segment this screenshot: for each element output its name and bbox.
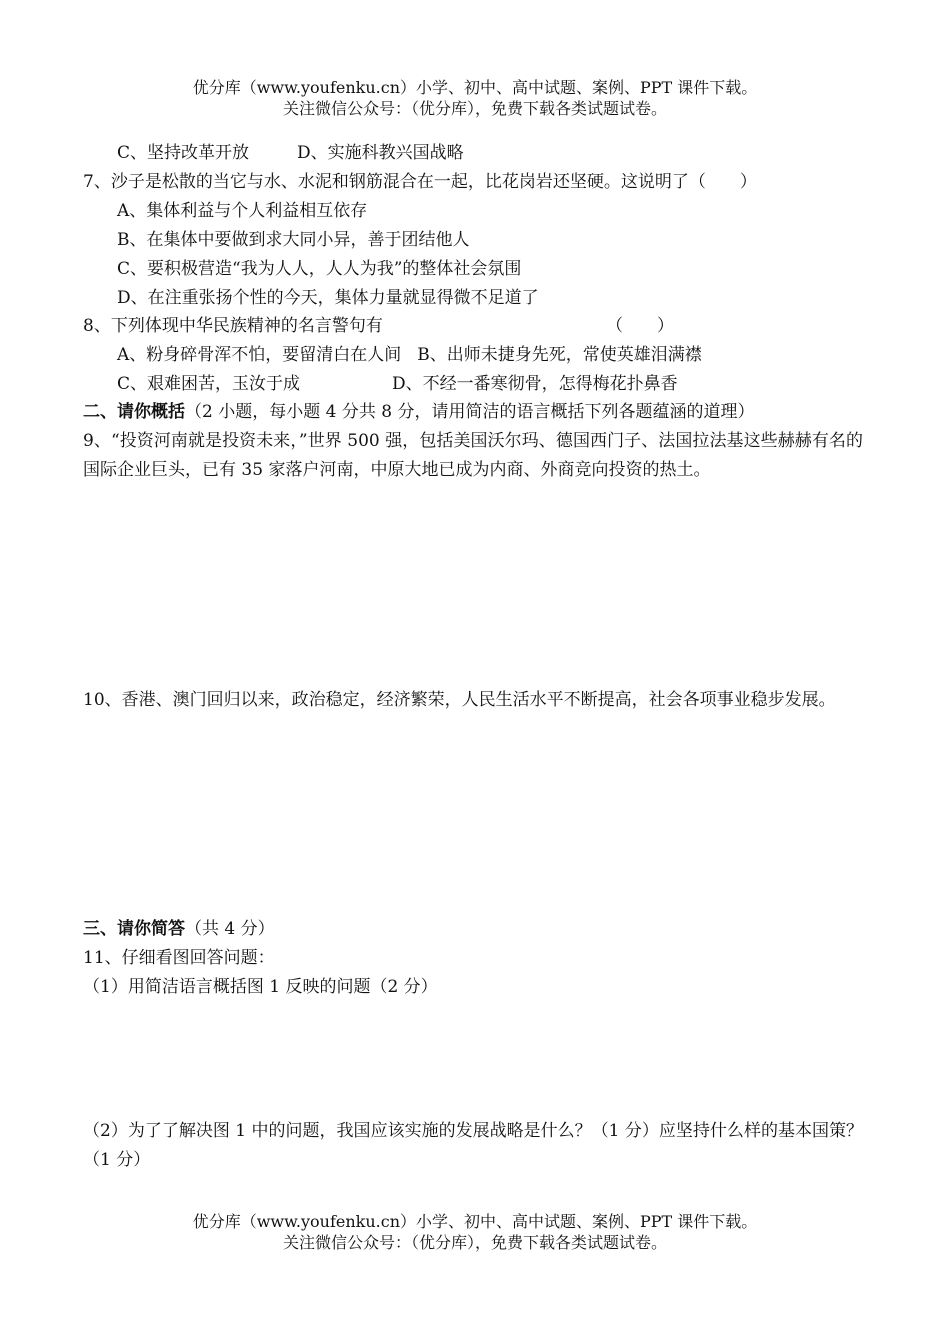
section-2-heading (83, 398, 754, 426)
q9-text: 9、“投资河南就是投资未来，”世界 500 强，包括美国沃尔玛、德国西门子、法国拉法基这些赫赫有名的国际企业巨头，已有 35 家落户河南，中原大地已成为内商、外商竞向投资的热土。 (83, 431, 863, 480)
q8-stem-row (83, 312, 383, 340)
q7-option-a: A、集体利益与个人利益相互依存 (117, 201, 368, 221)
q11-part-1: （1）用简洁语言概括图 1 反映的问题（2 分） (83, 977, 438, 997)
q8-stem: 8、下列体现中华民族精神的名言警句有 (83, 316, 383, 336)
q6-option-c: C、坚持改革开放 (117, 143, 250, 163)
q8-option-c: C、艰难困苦，玉汝于成 (117, 374, 301, 394)
q8-answer-bracket: （ ） (606, 316, 674, 336)
header-line-2: 关注微信公众号：（优分库），免费下载各类试题试卷。 (282, 99, 667, 118)
q7-option-b: B、在集体中要做到求大同小异，善于团结他人 (117, 230, 470, 250)
section-3-note: （共 4 分） (185, 919, 275, 939)
q6-option-d: D、实施科教兴国战略 (297, 143, 464, 163)
q8-options-row-2 (117, 370, 678, 398)
footer-line-1: 优分库（www.youfenku.cn）小学、初中、高中试题、案例、PPT 课件下载。 (192, 1212, 758, 1231)
q8-option-b: B、出师未捷身先死，常使英雄泪满襟 (417, 345, 702, 365)
section-2-title: 二、请你概括 (83, 402, 185, 422)
q7-stem: 7、沙子是松散的当它与水、水泥和钢筋混合在一起，比花岗岩还坚硬。这说明了（ ） (83, 172, 757, 192)
section-3-title: 三、请你简答 (83, 919, 185, 939)
section-2-note: （2 小题，每小题 4 分共 8 分，请用简洁的语言概括下列各题蕴涵的道理） (185, 402, 755, 422)
q11-part-2: （2）为了了解决图 1 中的问题，我国应该实施的发展战略是什么？（1 分）应坚持什么样的基本国策？（1 分） (83, 1121, 863, 1170)
q8-options-row-1 (117, 341, 702, 369)
q11-stem: 11、仔细看图回答问题： (83, 948, 275, 968)
q6-options-row (117, 139, 464, 167)
header-line-1: 优分库（www.youfenku.cn）小学、初中、高中试题、案例、PPT 课件下载。 (192, 78, 758, 97)
q10-text: 10、香港、澳门回归以来，政治稳定，经济繁荣，人民生活水平不断提高，社会各项事业稳步发展。 (83, 690, 836, 710)
section-3-heading (83, 915, 275, 943)
q8-option-a: A、粉身碎骨浑不怕，要留清白在人间 (117, 345, 402, 365)
q7-option-c: C、要积极营造“我为人人，人人为我”的整体社会氛围 (117, 259, 522, 279)
q8-option-d: D、不经一番寒彻骨，怎得梅花扑鼻香 (392, 374, 678, 394)
q7-option-d: D、在注重张扬个性的今天，集体力量就显得微不足道了 (117, 288, 539, 308)
footer-line-2: 关注微信公众号：（优分库），免费下载各类试题试卷。 (282, 1233, 667, 1252)
